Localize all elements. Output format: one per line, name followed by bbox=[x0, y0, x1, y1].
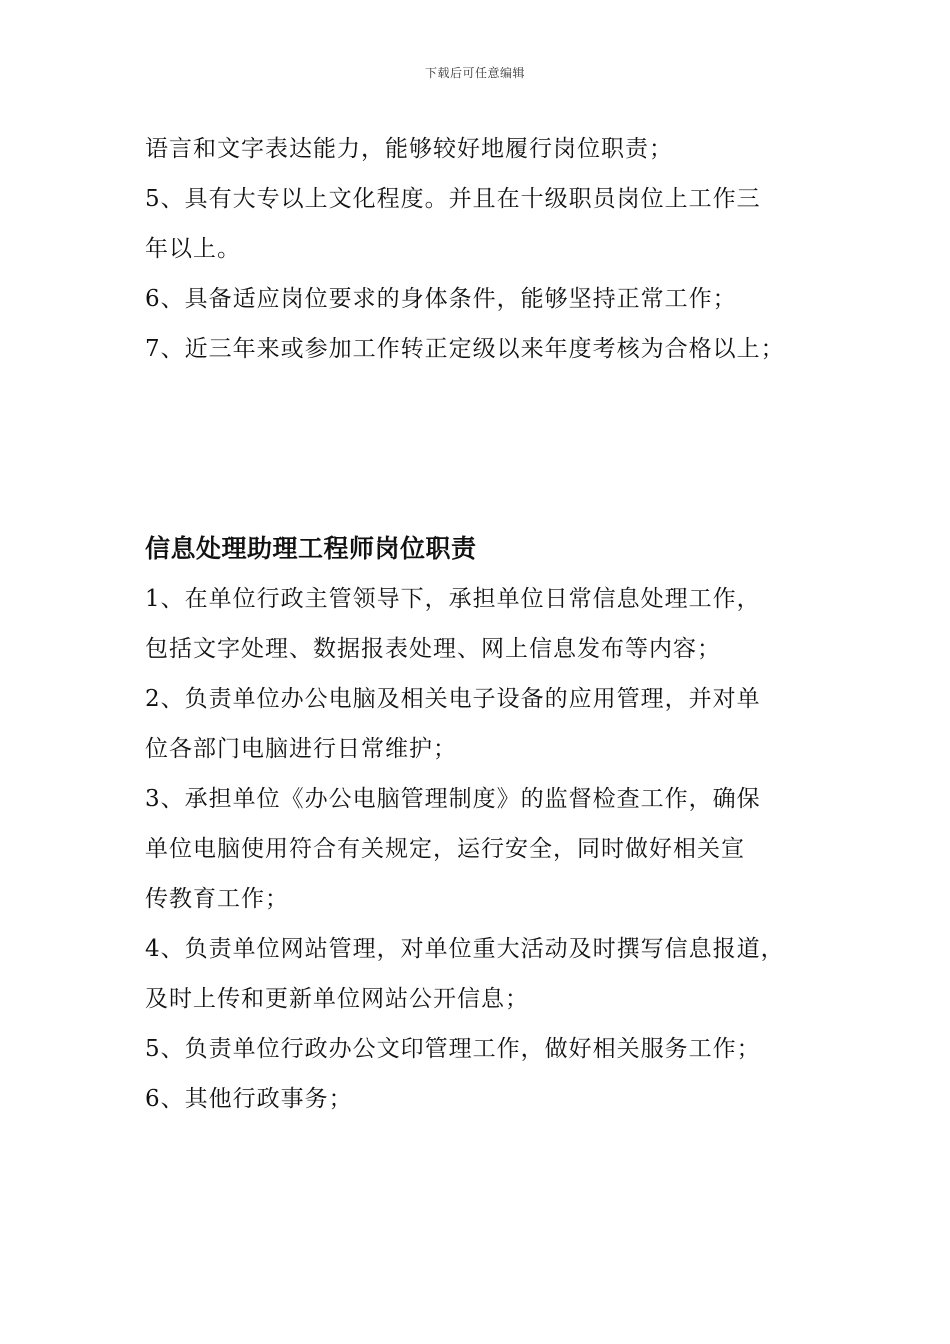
text-line: 6、具备适应岗位要求的身体条件，能够坚持正常工作； bbox=[145, 286, 737, 312]
text-line: 传教育工作； bbox=[145, 886, 289, 912]
page-header: 下载后可任意编辑 bbox=[424, 66, 525, 80]
text-line: 6、其他行政事务； bbox=[145, 1086, 353, 1112]
text-line: 7、近三年来或参加工作转正定级以来年度考核为合格以上； bbox=[145, 336, 785, 362]
text-line: 2、负责单位办公电脑及相关电子设备的应用管理，并对单 bbox=[145, 686, 761, 712]
text-line: 包括文字处理、数据报表处理、网上信息发布等内容； bbox=[145, 636, 721, 662]
text-line: 5、具有大专以上文化程度。并且在十级职员岗位上工作三 bbox=[145, 186, 761, 212]
section-title: 信息处理助理工程师岗位职责 bbox=[145, 534, 477, 563]
text-line: 年以上。 bbox=[145, 236, 241, 262]
text-line: 位各部门电脑进行日常维护； bbox=[145, 736, 457, 762]
text-line: 1、在单位行政主管领导下，承担单位日常信息处理工作， bbox=[145, 586, 761, 612]
text-line: 5、负责单位行政办公文印管理工作，做好相关服务工作； bbox=[145, 1036, 761, 1062]
requirements-continued bbox=[145, 124, 845, 374]
text-line: 3、承担单位《办公电脑管理制度》的监督检查工作，确保 bbox=[145, 786, 761, 812]
text-line: 及时上传和更新单位网站公开信息； bbox=[145, 986, 529, 1012]
text-line: 单位电脑使用符合有关规定，运行安全，同时做好相关宣 bbox=[145, 836, 745, 862]
text-line: 4、负责单位网站管理，对单位重大活动及时撰写信息报道， bbox=[145, 936, 785, 962]
text-line: 语言和文字表达能力，能够较好地履行岗位职责； bbox=[145, 136, 673, 162]
duties-section bbox=[145, 524, 845, 1124]
